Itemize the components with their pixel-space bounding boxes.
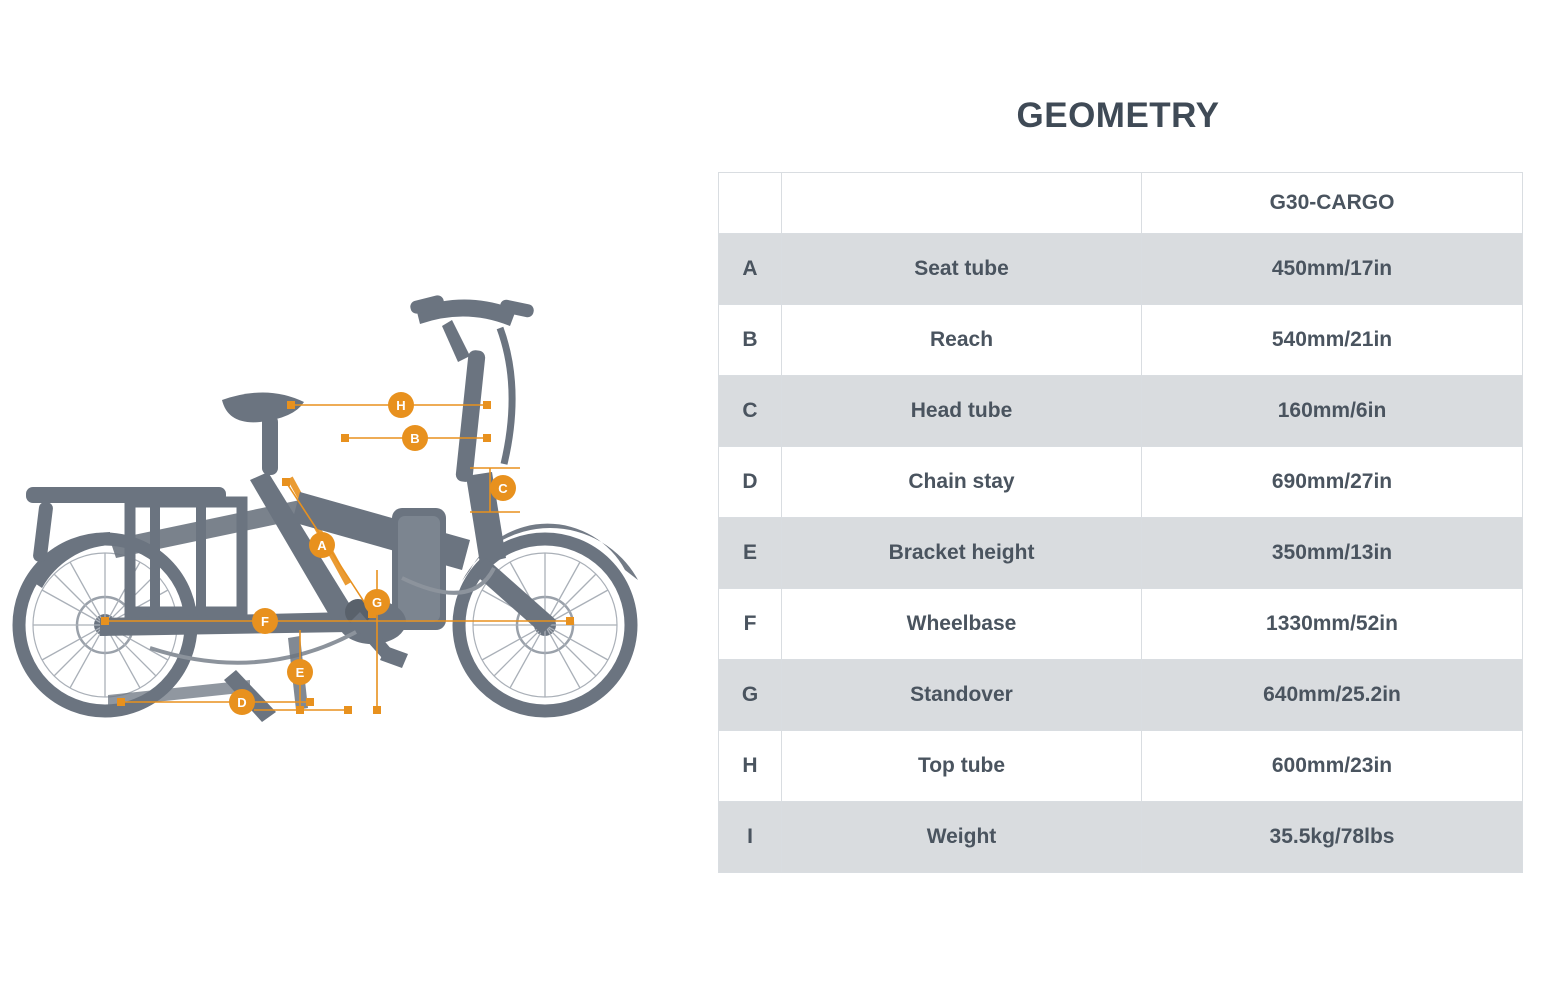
row-value: 35.5kg/78lbs [1142,802,1523,873]
callout-D [229,689,255,715]
callout-F [252,608,278,634]
callout-C [490,475,516,501]
header-name-cell [782,173,1142,234]
row-label: Bracket height [782,518,1142,589]
row-label: Seat tube [782,234,1142,305]
row-value: 160mm/6in [1142,376,1523,447]
header-model-cell: G30-CARGO [1142,173,1523,234]
callout-G [364,589,390,615]
row-value: 690mm/27in [1142,447,1523,518]
svg-text:H: H [396,398,406,413]
row-value: 600mm/23in [1142,731,1523,802]
row-letter: G [719,660,782,731]
table-row [719,447,1523,518]
page-title: GEOMETRY [1016,96,1220,135]
callout-A [309,532,335,558]
svg-text:C: C [498,481,508,496]
row-value: 350mm/13in [1142,518,1523,589]
table-row [719,234,1523,305]
row-value: 450mm/17in [1142,234,1523,305]
callout-H [388,392,414,418]
table-row [719,660,1523,731]
row-label: Weight [782,802,1142,873]
row-letter: I [719,802,782,873]
row-label: Wheelbase [782,589,1142,660]
geometry-panel [718,96,1518,873]
row-letter: D [719,447,782,518]
row-letter: B [719,305,782,376]
table-row [719,518,1523,589]
bike-illustration [0,240,700,760]
row-letter: H [719,731,782,802]
row-letter: A [719,234,782,305]
row-label: Chain stay [782,447,1142,518]
callout-B [402,425,428,451]
header-letter-cell [719,173,782,234]
svg-text:G: G [371,595,383,610]
row-label: Standover [782,660,1142,731]
row-value: 640mm/25.2in [1142,660,1523,731]
table-row [719,589,1523,660]
bike-diagram-panel [0,0,700,1000]
table-row [719,305,1523,376]
row-label: Reach [782,305,1142,376]
table-row [719,802,1523,873]
svg-text:A: A [317,538,327,553]
svg-text:E: E [295,665,305,680]
svg-text:B: B [410,431,420,446]
row-label: Head tube [782,376,1142,447]
row-letter: F [719,589,782,660]
bike-frame-graphic [19,294,638,722]
row-value: 1330mm/52in [1142,589,1523,660]
callout-E [287,659,313,685]
row-letter: C [719,376,782,447]
row-value: 540mm/21in [1142,305,1523,376]
table-header-row [719,173,1523,234]
svg-text:F: F [261,614,269,629]
geometry-table [718,172,1523,873]
table-row [719,376,1523,447]
svg-text:D: D [237,695,247,710]
row-letter: E [719,518,782,589]
table-row [719,731,1523,802]
row-label: Top tube [782,731,1142,802]
